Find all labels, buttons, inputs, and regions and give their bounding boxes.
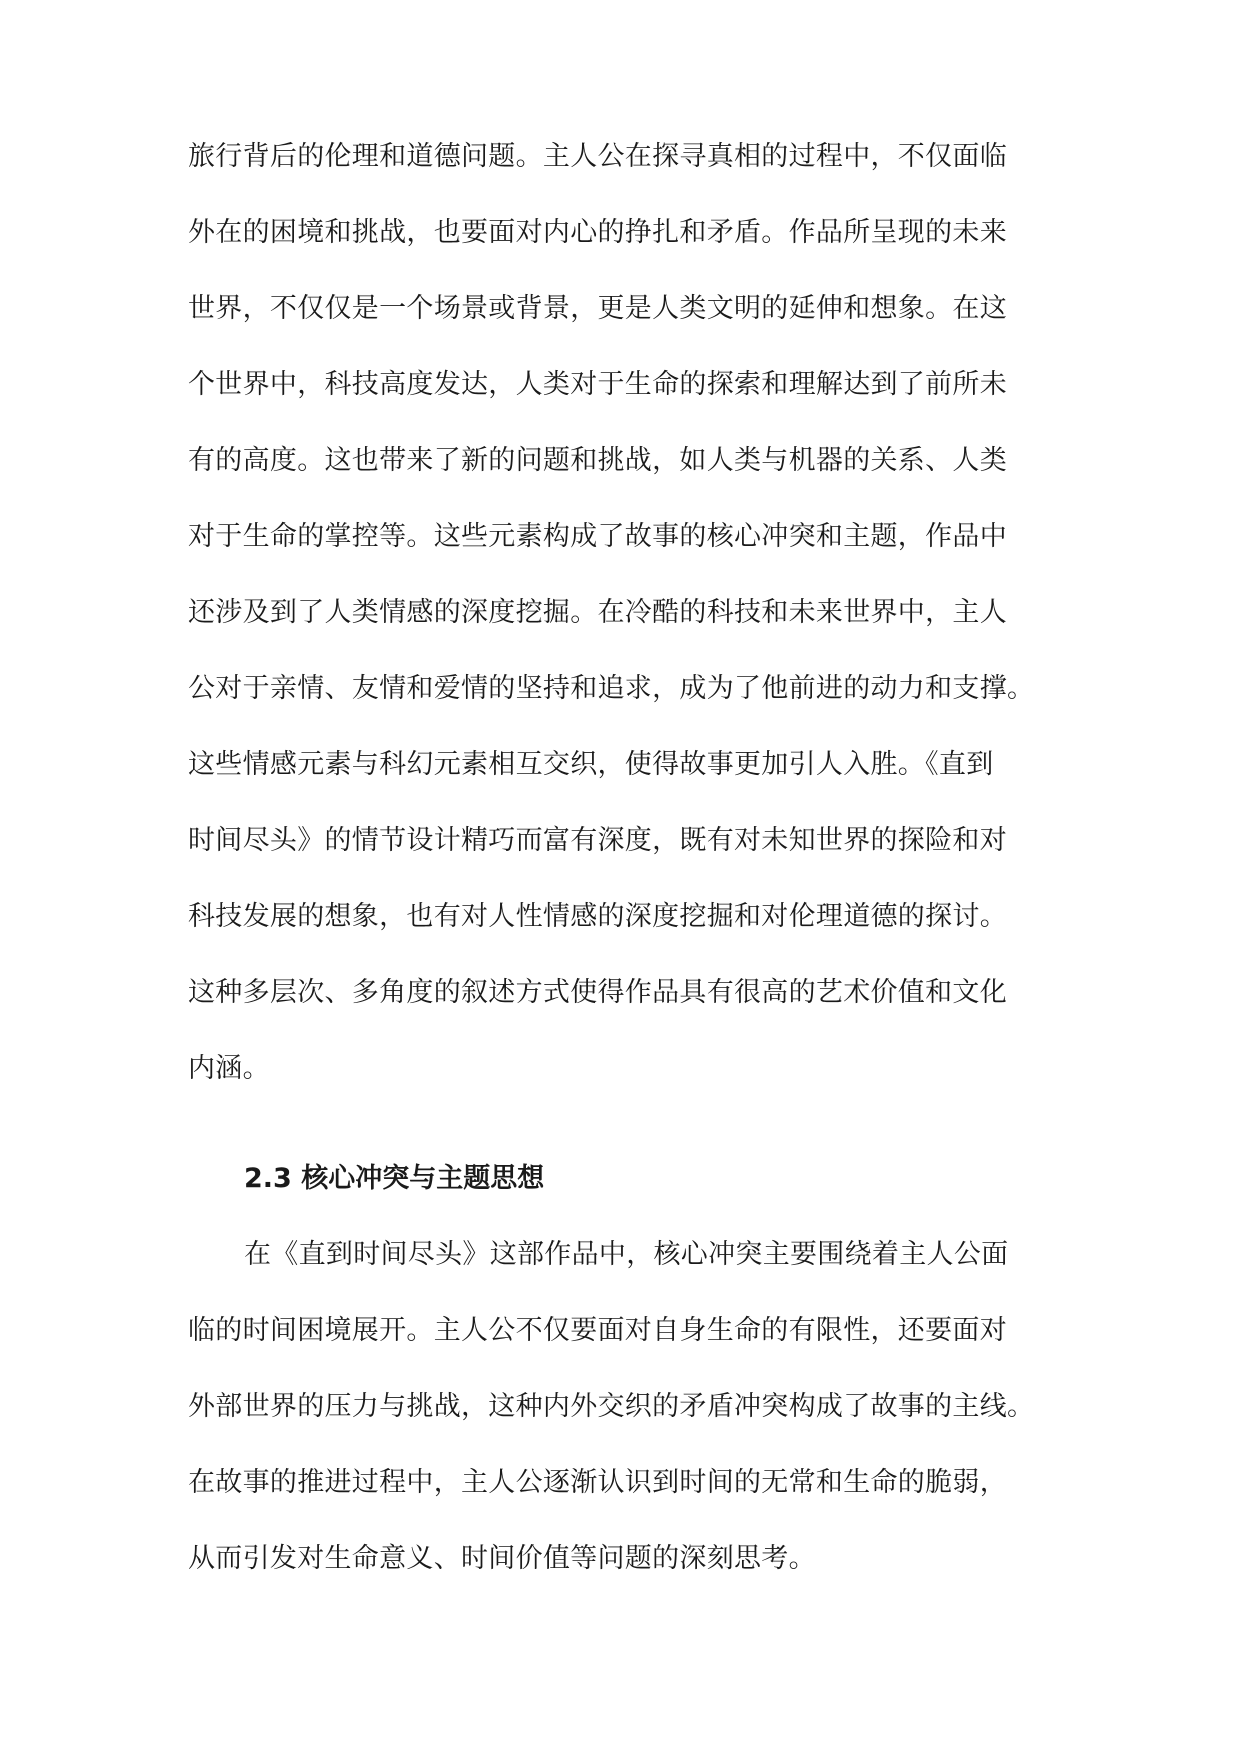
paragraph-line: 在故事的推进过程中，主人公逐渐认识到时间的无常和生命的脆弱， (188, 1467, 1007, 1498)
section-heading: 2.3 核心冲突与主题思想 (244, 1163, 545, 1194)
paragraph-line: 世界，不仅仅是一个场景或背景，更是人类文明的延伸和想象。在这 (188, 293, 1007, 324)
paragraph-line: 公对于亲情、友情和爱情的坚持和追求，成为了他前进的动力和支撑。 (188, 673, 1035, 704)
paragraph-line: 这种多层次、多角度的叙述方式使得作品具有很高的艺术价值和文化 (188, 977, 1007, 1008)
paragraph-line: 还涉及到了人类情感的深度挖掘。在冷酷的科技和未来世界中，主人 (188, 597, 1007, 628)
paragraph-line: 这些情感元素与科幻元素相互交织，使得故事更加引人入胜。《直到 (188, 749, 994, 780)
paragraph-line: 科技发展的想象，也有对人性情感的深度挖掘和对伦理道德的探讨。 (188, 901, 1007, 932)
paragraph-line: 从而引发对生命意义、时间价值等问题的深刻思考。 (188, 1543, 816, 1574)
paragraph-line: 对于生命的掌控等。这些元素构成了故事的核心冲突和主题，作品中 (188, 521, 1007, 552)
paragraph-line: 个世界中，科技高度发达，人类对于生命的探索和理解达到了前所未 (188, 369, 1007, 400)
paragraph-line: 在《直到时间尽头》这部作品中，核心冲突主要围绕着主人公面 (244, 1239, 1009, 1270)
paragraph-line: 时间尽头》的情节设计精巧而富有深度，既有对未知世界的探险和对 (188, 825, 1007, 856)
paragraph-line: 临的时间困境展开。主人公不仅要面对自身生命的有限性，还要面对 (188, 1315, 1007, 1346)
paragraph-line: 有的高度。这也带来了新的问题和挑战，如人类与机器的关系、人类 (188, 445, 1007, 476)
paragraph-line: 外部世界的压力与挑战，这种内外交织的矛盾冲突构成了故事的主线。 (188, 1391, 1035, 1422)
paragraph-line: 外在的困境和挑战，也要面对内心的挣扎和矛盾。作品所呈现的未来 (188, 217, 1007, 248)
paragraph-line: 内涵。 (188, 1053, 270, 1084)
paragraph-line: 旅行背后的伦理和道德问题。主人公在探寻真相的过程中，不仅面临 (188, 141, 1007, 172)
